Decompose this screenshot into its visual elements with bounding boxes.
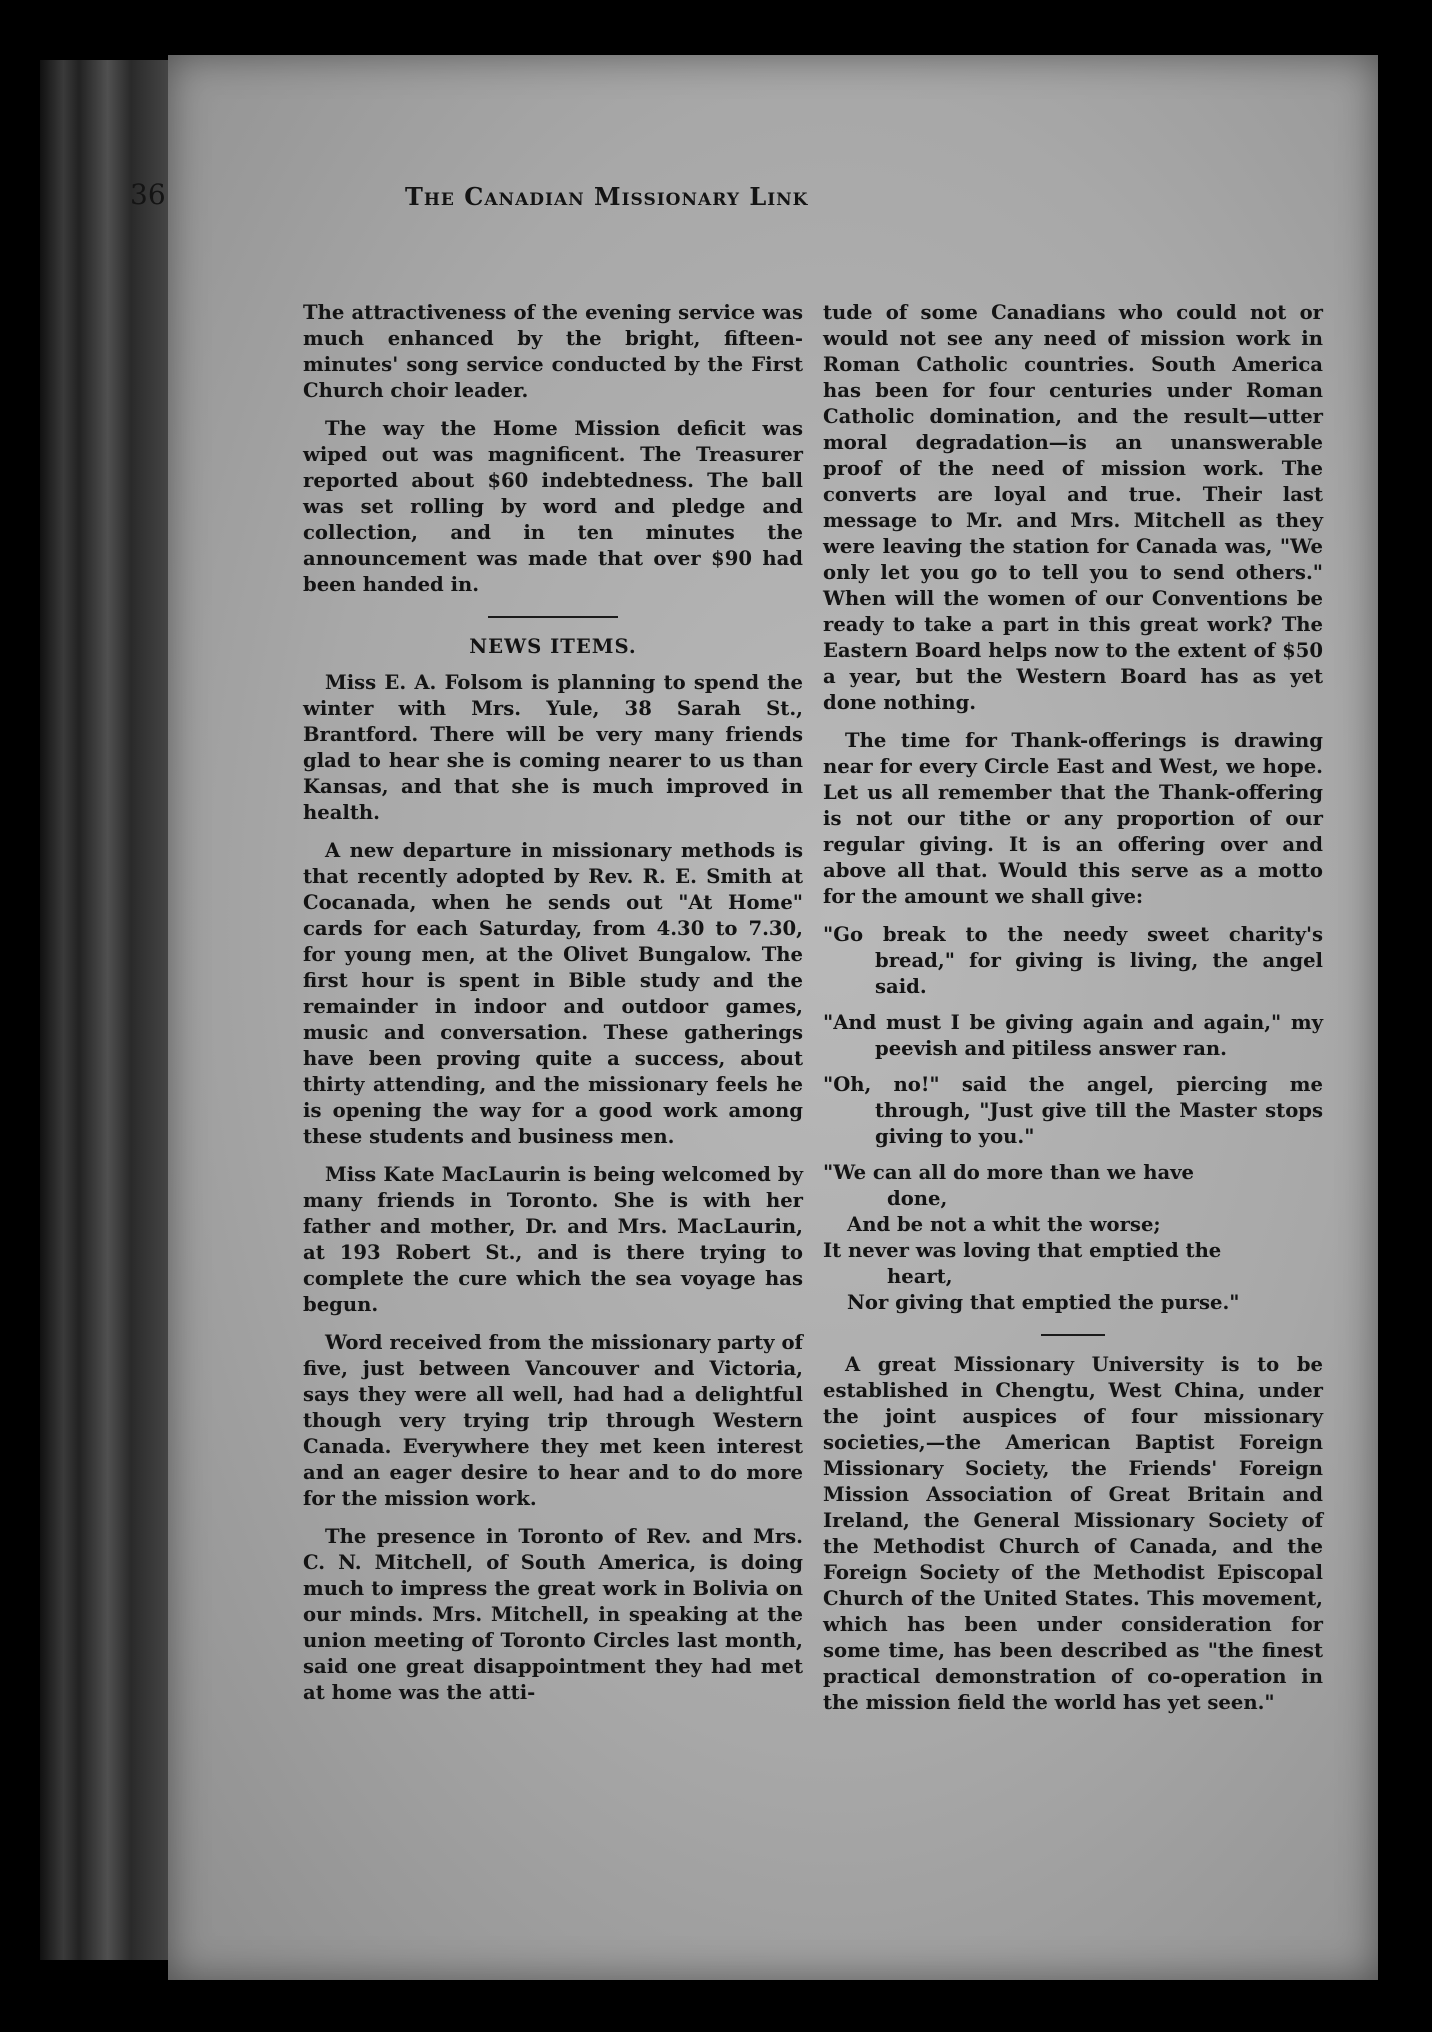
poem-line: And be not a whit the worse; — [847, 1213, 1161, 1236]
paragraph-missionary-party: Word received from the missionary party of five, just between Vancouver and Victoria, says they were all well, had had a delightful though very trying trip through Western Canada. Everywhere they met keen interest and an eager desire to hear and to do more for the mission work. — [303, 1331, 803, 1510]
poem-line: done, — [887, 1187, 948, 1210]
paragraph-evening-service: The attractiveness of the evening service was much enhanced by the bright, fifteen-minutes' song service conducted by the First Church choir leader. — [303, 301, 803, 402]
verse-3: "Oh, no!" said the angel, piercing me through, "Just give till the Master stops giving to you." — [823, 1073, 1323, 1148]
poem-line: heart, — [887, 1265, 953, 1288]
running-title: The Canadian Missionary Link — [405, 182, 809, 211]
poem-stanza — [823, 1160, 1323, 1316]
poem-line: It never was loving that emptied the — [823, 1239, 1222, 1262]
page-number: 36 — [130, 178, 166, 211]
paragraph-maclaurin: Miss Kate MacLaurin is being welcomed by many friends in Toronto. She is with her father and mother, Dr. and Mrs. MacLaurin, at 193 Robert St., and is there trying to complete the cure which the sea voyage has begun. — [303, 1163, 803, 1316]
paragraph-thank-offerings: The time for Thank-offerings is drawing near for every Circle East and West, we hope. Let us all remember that the Thank-offering is not our tithe or any proportion of our regular giving. It is an offering over and above all that. Would this serve as a motto for the amount we shall give: — [823, 729, 1323, 908]
paragraph-home-mission-deficit: The way the Home Mission deficit was wiped out was magnificent. The Treasurer reported about $60 indebtedness. The ball was set rolling by word and pledge and collection, and in ten minutes the announcement was made that over $90 had been handed in. — [303, 417, 803, 596]
paragraph-new-departure: A new departure in missionary methods is that recently adopted by Rev. R. E. Smith at Cocanada, when he sends out "At Home" cards for each Saturday, from 4.30 to 7.30, for young men, at the Olivet Bungalow. The first hour is spent in Bible study and the remainder in indoor and outdoor games, music and conversation. These gatherings have been proving quite a success, about thirty attending, and the missionary feels he is opening the way for a good work among these students and business men. — [303, 839, 803, 1148]
news-items-heading: NEWS ITEMS. — [469, 635, 637, 658]
page-header — [130, 178, 1130, 218]
right-column — [823, 300, 1323, 1728]
paragraph-mitchell-continued: tude of some Canadians who could not or would not see any need of mission work in Roman Catholic countries. South America has been for four centuries under Roman Catholic domination, and the result—utter moral degradation—is an unanswerable proof of the need of mission work. The converts are loyal and true. Their last message to Mr. and Mrs. Mitchell as they were leaving the station for Canada was, "We only let you go to tell you to send others." When will the women of our Conventions be ready to take a part in this great work? The Eastern Board helps now to the extent of $50 a year, but the Western Board has as yet done nothing. — [823, 301, 1323, 714]
paragraph-missionary-university: A great Missionary University is to be established in Chengtu, West China, under the joint auspices of four missionary societies,—the American Baptist Foreign Missionary Society, the Friends' Foreign Mission Association of Great Britain and Ireland, the General Missionary Society of the Methodist Church of Canada, and the Foreign Society of the Methodist Episcopal Church of the United States. This movement, which has been under consideration for some time, has been described as "the finest practical demonstration of co-operation in the mission field the world has yet seen." — [823, 1353, 1323, 1714]
poem-line: Nor giving that emptied the purse." — [847, 1291, 1240, 1314]
paragraph-mitchell: The presence in Toronto of Rev. and Mrs. C. N. Mitchell, of South America, is doing much to impress the great work in Bolivia on our minds. Mrs. Mitchell, in speaking at the union meeting of Toronto Circles last month, said one great disappointment they had met at home was the atti- — [303, 1525, 803, 1704]
verse-1: "Go break to the needy sweet charity's bread," for giving is living, the angel said. — [823, 923, 1323, 998]
left-column — [303, 300, 803, 1718]
section-divider — [488, 616, 618, 618]
poem-line: "We can all do more than we have — [823, 1161, 1195, 1184]
verse-2: "And must I be giving again and again," my peevish and pitiless answer ran. — [823, 1011, 1323, 1060]
section-divider — [1041, 1334, 1105, 1336]
book-spine — [40, 60, 170, 1960]
paragraph-folsom: Miss E. A. Folsom is planning to spend the winter with Mrs. Yule, 38 Sarah St., Brantford. There will be very many friends glad to hear she is coming nearer to us than Kansas, and that she is much improved in health. — [303, 671, 803, 824]
